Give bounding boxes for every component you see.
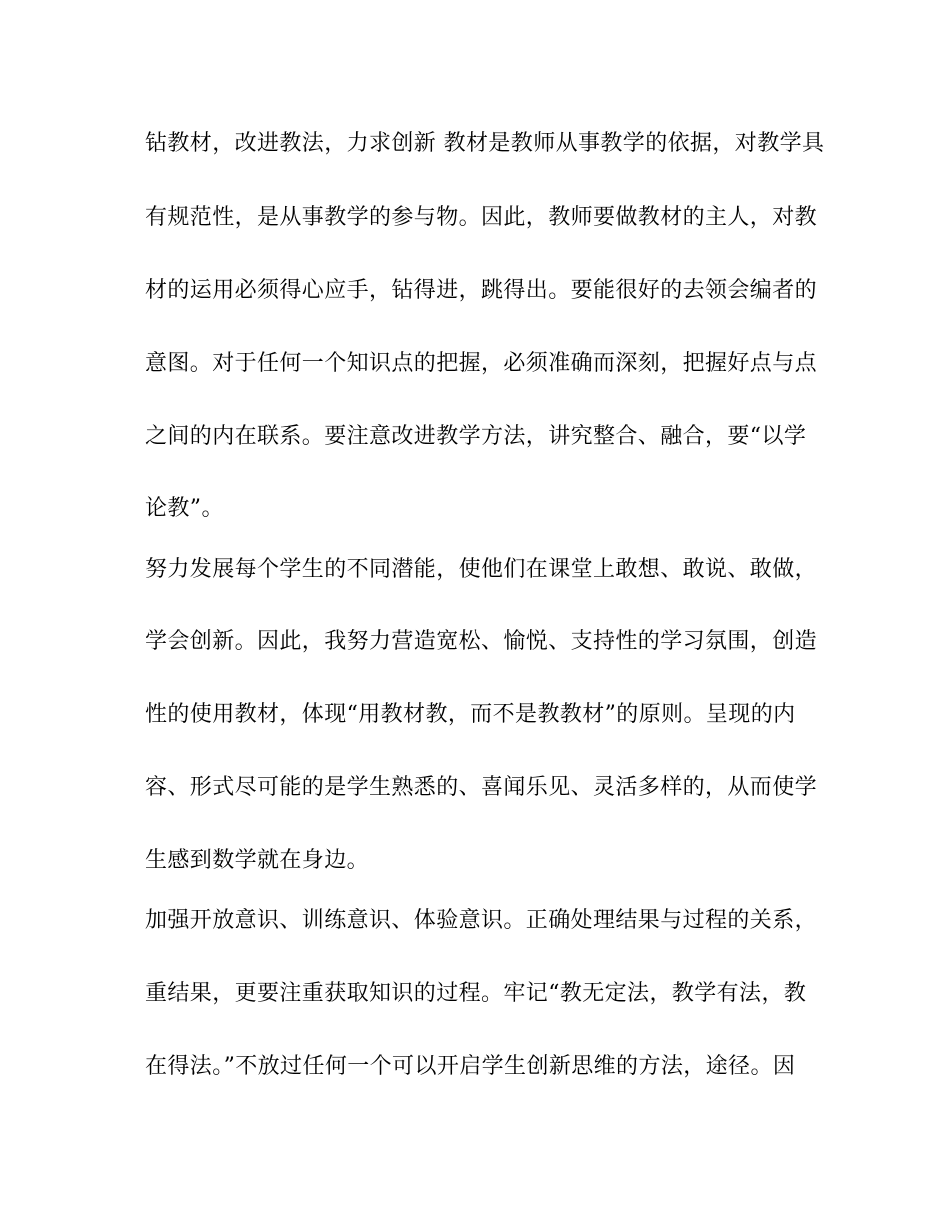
- text-line: 材的运用必须得心应手，钻得进，跳得出。要能很好的去领会编者的: [145, 278, 818, 303]
- text-line: 在得法。”不放过任何一个可以开启学生创新思维的方法，途径。因: [145, 1054, 796, 1079]
- text-line: 学会创新。因此，我努力营造宽松、愉悦、支持性的学习氛围，创造: [145, 629, 818, 654]
- text-line: 意图。对于任何一个知识点的把握，必须准确而深刻，把握好点与点: [145, 351, 818, 376]
- text-line: 生感到数学就在身边。: [145, 848, 370, 873]
- text-line: 容、形式尽可能的是学生熟悉的、喜闻乐见、灵活多样的，从而使学: [145, 775, 818, 800]
- text-line: 性的使用教材，体现“用教材教，而不是教教材”的原则。呈现的内: [145, 702, 796, 727]
- text-line: 重结果，更要注重获取知识的过程。牢记“教无定法，教学有法，教: [145, 981, 807, 1006]
- text-line: 加强开放意识、训练意识、体验意识。正确处理结果与过程的关系，: [145, 908, 818, 933]
- text-line: 钻教材，改进教法，力求创新 教材是教师从事教学的依据，对教学具: [145, 131, 825, 156]
- text-line: 论教”。: [145, 496, 224, 521]
- text-line: 之间的内在联系。要注意改进教学方法，讲究整合、融合，要“以学: [145, 424, 807, 449]
- text-line: 有规范性，是从事教学的参与物。因此，教师要做教材的主人，对教: [145, 205, 818, 230]
- text-line: 努力发展每个学生的不同潜能，使他们在课堂上敢想、敢说、敢做，: [145, 557, 818, 582]
